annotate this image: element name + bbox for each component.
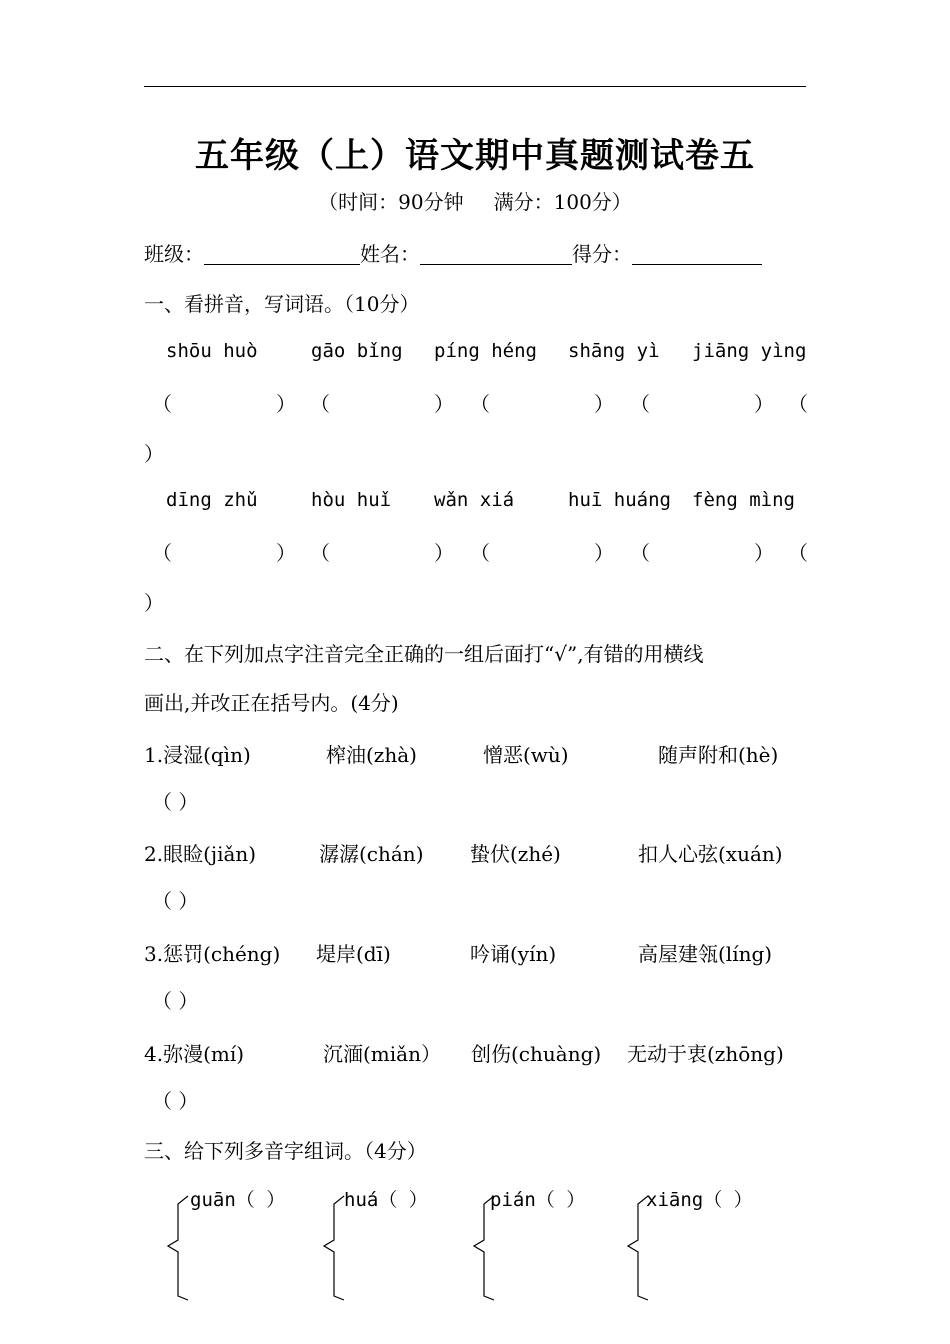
section1-heading: 一、看拼音，写词语。（10分） [144,292,420,316]
answer-open-paren: （ [630,541,650,565]
phonetic-word: 沉湎(miǎn） [323,1042,441,1066]
answer-close-paren: ） [144,591,164,615]
phonetic-word: 3.惩罚(chéng) [144,942,281,966]
header-rule [144,86,806,87]
phonetic-word: 吟诵(yín) [470,942,557,966]
pinyin-item: jiāng yìng [692,340,807,362]
answer-open-paren: （ [310,541,330,565]
score-label: 得分： [572,242,632,266]
phonetic-word: 1.浸湿(qìn) [144,743,251,767]
answer-open-paren: （ [788,392,808,416]
pinyin-item: wǎn xiá [434,489,515,511]
brace-icon [624,1190,654,1304]
answer-open-paren: （ [470,541,490,565]
brace-icon [320,1190,350,1304]
answer-open-paren: （ [630,392,650,416]
pinyin-item: shāng yì [568,340,660,362]
phonetic-word: 潺潺(chán) [319,842,424,866]
brace-icon [470,1190,500,1304]
answer-paren[interactable]: （ ） [152,1089,199,1113]
phonetic-word: 无动于衷(zhōng) [627,1042,784,1066]
exam-subtitle [0,186,950,215]
polyphone-item: huá（ ） [344,1189,428,1211]
section2-heading-line2: 画出,并改正在括号内。(4分) [144,691,399,715]
class-blank[interactable] [204,242,360,265]
section3-heading: 三、给下列多音字组词。（4分） [144,1139,427,1163]
answer-open-paren: （ [310,392,330,416]
pinyin-item: gāo bǐng [311,340,403,362]
polyphone-item: guān（ ） [190,1189,286,1211]
answer-close-paren: ） [754,392,774,416]
answer-open-paren: （ [788,541,808,565]
answer-open-paren: （ [152,541,172,565]
full-score: 满分：100分） [493,190,632,214]
phonetic-word: 高屋建瓴(líng) [638,942,773,966]
answer-paren[interactable]: （ ） [152,989,199,1013]
time-limit: （时间：90分钟 [318,190,464,214]
exam-title: 五年级（上）语文期中真题测试卷五 [195,136,755,176]
pinyin-item: dīng zhǔ [166,489,258,511]
answer-close-paren: ） [276,541,296,565]
polyphone-item: pián（ ） [490,1189,586,1211]
answer-paren[interactable]: （ ） [152,889,199,913]
pinyin-item: fèng mìng [692,489,795,511]
name-label: 姓名： [360,242,420,266]
score-blank[interactable] [632,242,762,265]
answer-close-paren: ） [754,541,774,565]
answer-close-paren: ） [434,541,454,565]
pinyin-item: shōu huò [166,340,258,362]
phonetic-word: 憎恶(wù) [483,743,569,767]
pinyin-item: huī huáng [568,489,671,511]
section2-heading-line1: 二、在下列加点字注音完全正确的一组后面打“√”,有错的用横线 [144,642,704,666]
phonetic-word: 随声附和(hè) [658,743,779,767]
phonetic-word: 榨油(zhà) [326,743,417,767]
brace-icon [164,1190,194,1304]
answer-close-paren: ） [144,442,164,466]
phonetic-word: 创伤(chuàng) [471,1042,602,1066]
answer-open-paren: （ [152,392,172,416]
pinyin-item: hòu huǐ [311,489,392,511]
phonetic-word: 2.眼睑(jiǎn) [144,842,257,866]
answer-open-paren: （ [470,392,490,416]
phonetic-word: 堤岸(dī) [316,942,391,966]
name-blank[interactable] [420,242,572,265]
phonetic-word: 扣人心弦(xuán) [638,842,783,866]
pinyin-item: píng héng [434,340,537,362]
answer-close-paren: ） [434,392,454,416]
polyphone-item: xiāng（ ） [646,1189,753,1211]
phonetic-word: 4.弥漫(mí) [144,1042,245,1066]
answer-close-paren: ） [594,392,614,416]
answer-close-paren: ） [594,541,614,565]
answer-paren[interactable]: （ ） [152,790,199,814]
phonetic-word: 蛰伏(zhé) [470,842,561,866]
answer-close-paren: ） [276,392,296,416]
class-label: 班级： [144,242,204,266]
student-info-line [144,238,762,267]
